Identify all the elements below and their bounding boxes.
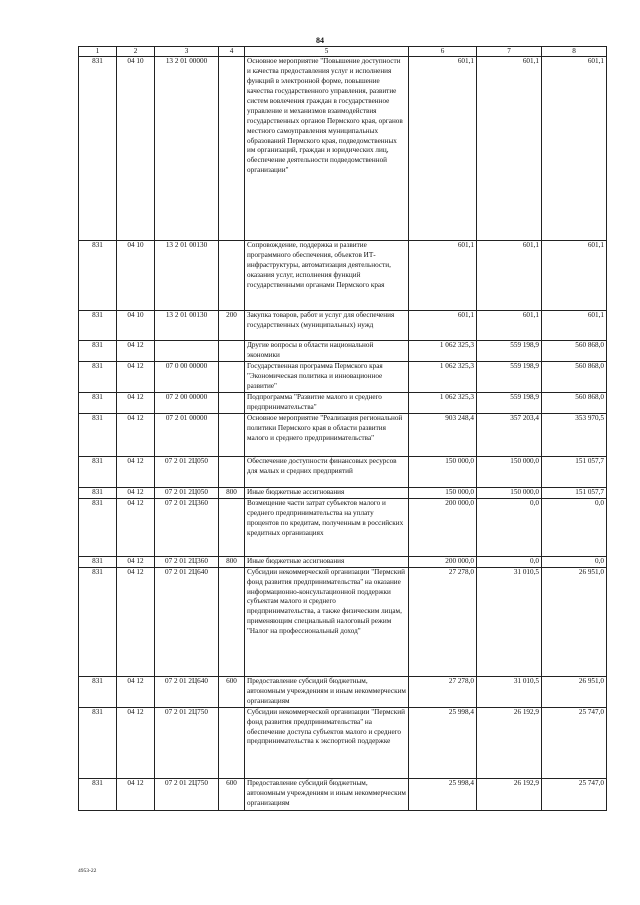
cell-expense-type: [219, 707, 245, 778]
table-row: [79, 456, 607, 487]
table-row: [79, 413, 607, 456]
cell-target-article: 07 2 01 00000: [155, 413, 219, 456]
cell-target-article: 13 2 01 00130: [155, 311, 219, 341]
cell-target-article: 07 2 01 2Ц050: [155, 487, 219, 498]
cell-amount-2: 559 198,9: [477, 361, 542, 392]
cell-section: 04 12: [117, 498, 155, 556]
page-number: 84: [316, 36, 324, 45]
cell-amount-1: 150 000,0: [409, 487, 477, 498]
cell-section: 04 12: [117, 778, 155, 810]
cell-amount-3: 0,0: [542, 556, 607, 567]
table-row: [79, 341, 607, 362]
cell-ministry: 831: [79, 487, 117, 498]
cell-amount-3: 26 951,0: [542, 676, 607, 707]
table-row: [79, 567, 607, 676]
table-row: [79, 311, 607, 341]
cell-expense-type: [219, 413, 245, 456]
cell-name: Сопровождение, поддержка и развитие программного обеспечения, объектов ИТ-инфраструктуры, автоматизация деятельности, оказания услуг, исполнения функций государственными органами Пермского края: [245, 241, 409, 311]
cell-name: Возмещение части затрат субъектов малого и среднего предпринимательства на уплату процентов по кредитам, полученным в российских кредитных организациях: [245, 498, 409, 556]
cell-section: 04 12: [117, 392, 155, 413]
cell-name: Другие вопросы в области национальной экономики: [245, 341, 409, 362]
cell-name: Обеспечение доступности финансовых ресурсов для малых и средних предприятий: [245, 456, 409, 487]
cell-amount-1: 601,1: [409, 241, 477, 311]
cell-name: Государственная программа Пермского края "Экономическая политика и инновационное развитие": [245, 361, 409, 392]
cell-amount-3: 25 747,0: [542, 778, 607, 810]
cell-ministry: 831: [79, 413, 117, 456]
cell-name: Субсидии некоммерческой организации "Пермский фонд развития предпринимательства" на оказание информационно-консультационной поддержки субъектам малого и среднего предпринимательства, а также физическим лицам, применяющим специальный налоговый режим "Налог на профессиональный доход": [245, 567, 409, 676]
cell-amount-1: 1 062 325,3: [409, 361, 477, 392]
cell-expense-type: [219, 498, 245, 556]
column-header: 6: [409, 47, 477, 57]
cell-amount-2: 150 000,0: [477, 487, 542, 498]
cell-amount-3: 560 868,0: [542, 361, 607, 392]
cell-name: Основное мероприятие "Реализация региональной политики Пермского края в области развития малого и среднего предпринимательства": [245, 413, 409, 456]
table-row: [79, 392, 607, 413]
cell-ministry: 831: [79, 676, 117, 707]
cell-expense-type: 800: [219, 487, 245, 498]
cell-section: 04 12: [117, 707, 155, 778]
table-row: [79, 498, 607, 556]
cell-name: Подпрограмма "Развитие малого и среднего предпринимательства": [245, 392, 409, 413]
column-header: 3: [155, 47, 219, 57]
cell-amount-2: 150 000,0: [477, 456, 542, 487]
cell-expense-type: 600: [219, 778, 245, 810]
cell-expense-type: [219, 57, 245, 241]
cell-name: Предоставление субсидий бюджетным, автономным учреждениям и иным некоммерческим организациям: [245, 778, 409, 810]
cell-section: 04 10: [117, 311, 155, 341]
cell-section: 04 12: [117, 361, 155, 392]
cell-amount-2: 601,1: [477, 241, 542, 311]
cell-ministry: 831: [79, 707, 117, 778]
cell-amount-1: 27 278,0: [409, 567, 477, 676]
cell-amount-3: 151 057,7: [542, 456, 607, 487]
cell-ministry: 831: [79, 241, 117, 311]
cell-amount-2: 601,1: [477, 57, 542, 241]
column-header: 5: [245, 47, 409, 57]
cell-section: 04 12: [117, 487, 155, 498]
table-row: [79, 556, 607, 567]
cell-section: 04 12: [117, 556, 155, 567]
cell-target-article: 07 2 01 2Ц640: [155, 676, 219, 707]
cell-expense-type: [219, 361, 245, 392]
cell-amount-2: 601,1: [477, 311, 542, 341]
cell-amount-1: 1 062 325,3: [409, 392, 477, 413]
cell-amount-2: 31 010,5: [477, 676, 542, 707]
cell-target-article: 13 2 01 00000: [155, 57, 219, 241]
cell-amount-1: 200 000,0: [409, 498, 477, 556]
cell-target-article: 07 2 01 2Ц360: [155, 556, 219, 567]
cell-target-article: 07 0 00 00000: [155, 361, 219, 392]
cell-ministry: 831: [79, 778, 117, 810]
cell-amount-3: 353 970,5: [542, 413, 607, 456]
table-row: [79, 487, 607, 498]
cell-section: 04 12: [117, 413, 155, 456]
cell-amount-3: 25 747,0: [542, 707, 607, 778]
cell-expense-type: [219, 567, 245, 676]
cell-section: 04 12: [117, 341, 155, 362]
cell-amount-2: 0,0: [477, 498, 542, 556]
cell-name: Субсидии некоммерческой организации "Пермский фонд развития предпринимательства" на обеспечение доступа субъектов малого и среднего предпринимательства к экспортной поддержке: [245, 707, 409, 778]
cell-name: Основное мероприятие "Повышение доступности и качества предоставления услуг и исполнения функций в электронной форме, повышение качества государственного управления, развитие систем вовлечения граждан в государственное управление и механизмов взаимодействия государственных органов Пермского края, органов местного самоуправления муниципальных образований Пермского края, подведомственных им организаций, граждан и юридических лиц, обеспечение деятельности подведомственной организации": [245, 57, 409, 241]
cell-amount-3: 560 868,0: [542, 392, 607, 413]
table-row: [79, 676, 607, 707]
cell-amount-3: 601,1: [542, 57, 607, 241]
table-row: [79, 241, 607, 311]
cell-name: Предоставление субсидий бюджетным, автономным учреждениям и иным некоммерческим организациям: [245, 676, 409, 707]
cell-amount-2: 559 198,9: [477, 392, 542, 413]
cell-expense-type: [219, 241, 245, 311]
table-row: [79, 57, 607, 241]
cell-ministry: 831: [79, 556, 117, 567]
column-header: 1: [79, 47, 117, 57]
budget-table: [78, 46, 607, 811]
cell-section: 04 10: [117, 57, 155, 241]
cell-ministry: 831: [79, 361, 117, 392]
cell-amount-1: 601,1: [409, 57, 477, 241]
cell-expense-type: [219, 341, 245, 362]
cell-section: 04 12: [117, 567, 155, 676]
cell-ministry: 831: [79, 567, 117, 676]
cell-amount-3: 601,1: [542, 241, 607, 311]
cell-amount-2: 26 192,9: [477, 778, 542, 810]
table-row: [79, 707, 607, 778]
cell-amount-2: 31 010,5: [477, 567, 542, 676]
cell-amount-1: 25 998,4: [409, 778, 477, 810]
cell-amount-1: 150 000,0: [409, 456, 477, 487]
cell-target-article: 07 2 00 00000: [155, 392, 219, 413]
cell-target-article: [155, 341, 219, 362]
cell-amount-3: 601,1: [542, 311, 607, 341]
cell-section: 04 10: [117, 241, 155, 311]
cell-amount-2: 0,0: [477, 556, 542, 567]
cell-ministry: 831: [79, 57, 117, 241]
cell-target-article: 07 2 01 2Ц640: [155, 567, 219, 676]
cell-ministry: 831: [79, 341, 117, 362]
cell-section: 04 12: [117, 456, 155, 487]
cell-expense-type: 200: [219, 311, 245, 341]
cell-target-article: 07 2 01 2Ц750: [155, 778, 219, 810]
cell-ministry: 831: [79, 311, 117, 341]
table-header-row: [79, 47, 607, 57]
table-row: [79, 778, 607, 810]
cell-amount-3: 0,0: [542, 498, 607, 556]
cell-target-article: 13 2 01 00130: [155, 241, 219, 311]
cell-amount-1: 1 062 325,3: [409, 341, 477, 362]
cell-target-article: 07 2 01 2Ц750: [155, 707, 219, 778]
cell-name: Иные бюджетные ассигнования: [245, 556, 409, 567]
cell-amount-3: 26 951,0: [542, 567, 607, 676]
cell-amount-2: 357 203,4: [477, 413, 542, 456]
cell-expense-type: [219, 456, 245, 487]
cell-expense-type: 800: [219, 556, 245, 567]
cell-section: 04 12: [117, 676, 155, 707]
table-row: [79, 361, 607, 392]
cell-amount-2: 559 198,9: [477, 341, 542, 362]
cell-amount-3: 560 868,0: [542, 341, 607, 362]
cell-target-article: 07 2 01 2Ц360: [155, 498, 219, 556]
cell-ministry: 831: [79, 392, 117, 413]
cell-amount-1: 25 998,4: [409, 707, 477, 778]
cell-name: Закупка товаров, работ и услуг для обеспечения государственных (муниципальных) нужд: [245, 311, 409, 341]
cell-expense-type: [219, 392, 245, 413]
column-header: 8: [542, 47, 607, 57]
cell-amount-1: 601,1: [409, 311, 477, 341]
cell-amount-1: 200 000,0: [409, 556, 477, 567]
cell-amount-2: 26 192,9: [477, 707, 542, 778]
column-header: 4: [219, 47, 245, 57]
cell-name: Иные бюджетные ассигнования: [245, 487, 409, 498]
footer-code: 4953-22: [78, 868, 97, 874]
cell-amount-1: 27 278,0: [409, 676, 477, 707]
cell-ministry: 831: [79, 498, 117, 556]
cell-amount-1: 903 248,4: [409, 413, 477, 456]
cell-expense-type: 600: [219, 676, 245, 707]
cell-amount-3: 151 057,7: [542, 487, 607, 498]
cell-ministry: 831: [79, 456, 117, 487]
cell-target-article: 07 2 01 2Ц050: [155, 456, 219, 487]
column-header: 7: [477, 47, 542, 57]
column-header: 2: [117, 47, 155, 57]
